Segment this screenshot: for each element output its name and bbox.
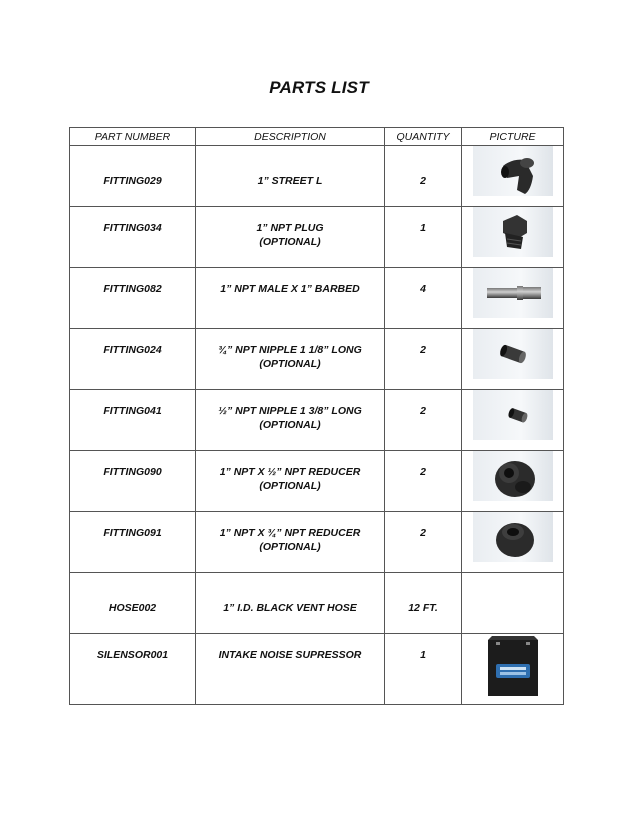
- part-number-cell: [70, 573, 196, 634]
- pipe-nipple-small-icon: [473, 390, 553, 440]
- description-line-2: (OPTIONAL): [259, 419, 321, 431]
- description-cell: [196, 390, 385, 451]
- part-number: FITTING034: [103, 222, 162, 234]
- quantity-cell: [385, 329, 462, 390]
- quantity: 1: [420, 222, 426, 234]
- quantity-cell: [385, 268, 462, 329]
- reducer-icon: [473, 451, 553, 501]
- quantity: 12 FT.: [408, 602, 438, 614]
- picture-cell: [462, 207, 564, 268]
- part-number-cell: [70, 634, 196, 705]
- description-cell: [196, 512, 385, 573]
- quantity-cell: [385, 146, 462, 207]
- part-number: FITTING082: [103, 283, 162, 295]
- picture-cell: [462, 634, 564, 705]
- description-cell: [196, 268, 385, 329]
- table-row: [70, 451, 564, 512]
- description-cell: [196, 329, 385, 390]
- description-line-1: ¾” NPT NIPPLE 1 1/8” LONG: [218, 344, 362, 356]
- description-line-1: 1” I.D. BLACK VENT HOSE: [223, 602, 357, 614]
- pipe-plug-icon: [473, 207, 553, 257]
- table-row: [70, 207, 564, 268]
- part-number-cell: [70, 146, 196, 207]
- part-number-cell: [70, 268, 196, 329]
- table-header-row: [70, 128, 564, 146]
- description-line-2: (OPTIONAL): [259, 541, 321, 553]
- part-number-cell: [70, 390, 196, 451]
- quantity: 1: [420, 649, 426, 661]
- header-part-number: PART NUMBER: [70, 128, 196, 146]
- description-line-2: (OPTIONAL): [259, 236, 321, 248]
- quantity-cell: [385, 207, 462, 268]
- description-cell: [196, 146, 385, 207]
- picture-cell: [462, 512, 564, 573]
- quantity: 2: [420, 405, 426, 417]
- quantity: 2: [420, 527, 426, 539]
- description-line-1: 1” NPT PLUG: [256, 222, 324, 234]
- description-cell: [196, 634, 385, 705]
- quantity-cell: [385, 634, 462, 705]
- parts-table: [69, 127, 564, 705]
- quantity: 2: [420, 344, 426, 356]
- pipe-nipple-icon: [473, 329, 553, 379]
- barbed-fitting-icon: [473, 268, 553, 318]
- quantity: 2: [420, 175, 426, 187]
- part-number: FITTING091: [103, 527, 162, 539]
- picture-cell: [462, 390, 564, 451]
- quantity: 4: [420, 283, 426, 295]
- description-cell: [196, 573, 385, 634]
- table-row: [70, 390, 564, 451]
- description-line-2: (OPTIONAL): [259, 358, 321, 370]
- part-number-cell: [70, 451, 196, 512]
- picture-cell: [462, 573, 564, 634]
- reducer-large-icon: [473, 512, 553, 562]
- part-number: FITTING029: [103, 175, 162, 187]
- part-number-cell: [70, 512, 196, 573]
- description-line-1: 1” NPT MALE X 1” BARBED: [220, 283, 360, 295]
- description-cell: [196, 207, 385, 268]
- picture-cell: [462, 268, 564, 329]
- table-row: [70, 573, 564, 634]
- part-number-cell: [70, 329, 196, 390]
- part-number: HOSE002: [108, 602, 157, 614]
- picture-cell: [462, 329, 564, 390]
- quantity-cell: [385, 451, 462, 512]
- part-number: FITTING041: [103, 405, 162, 417]
- page-title: PARTS LIST: [269, 78, 369, 97]
- picture-cell: [462, 146, 564, 207]
- part-number: SILENSOR001: [96, 649, 169, 661]
- part-number: FITTING024: [103, 344, 162, 356]
- table-row: [70, 634, 564, 705]
- header-quantity: QUANTITY: [385, 128, 462, 146]
- header-picture: PICTURE: [462, 128, 564, 146]
- noise-suppressor-box-icon: [482, 634, 544, 700]
- quantity-cell: [385, 512, 462, 573]
- description-line-2: (OPTIONAL): [259, 480, 321, 492]
- table-row: [70, 512, 564, 573]
- description-cell: [196, 451, 385, 512]
- table-row: [70, 329, 564, 390]
- description-line-1: 1” STREET L: [257, 175, 323, 187]
- picture-cell: [462, 451, 564, 512]
- description-line-1: 1” NPT X ½” NPT REDUCER: [219, 466, 361, 478]
- part-number-cell: [70, 207, 196, 268]
- street-elbow-icon: [473, 146, 553, 196]
- header-description: DESCRIPTION: [196, 128, 385, 146]
- description-line-1: ½” NPT NIPPLE 1 3/8” LONG: [218, 405, 362, 417]
- quantity-cell: [385, 390, 462, 451]
- description-line-1: INTAKE NOISE SUPRESSOR: [218, 649, 362, 661]
- table-row: [70, 146, 564, 207]
- quantity: 2: [420, 466, 426, 478]
- quantity-cell: [385, 573, 462, 634]
- description-line-1: 1” NPT X ¾” NPT REDUCER: [219, 527, 361, 539]
- part-number: FITTING090: [103, 466, 162, 478]
- table-row: [70, 268, 564, 329]
